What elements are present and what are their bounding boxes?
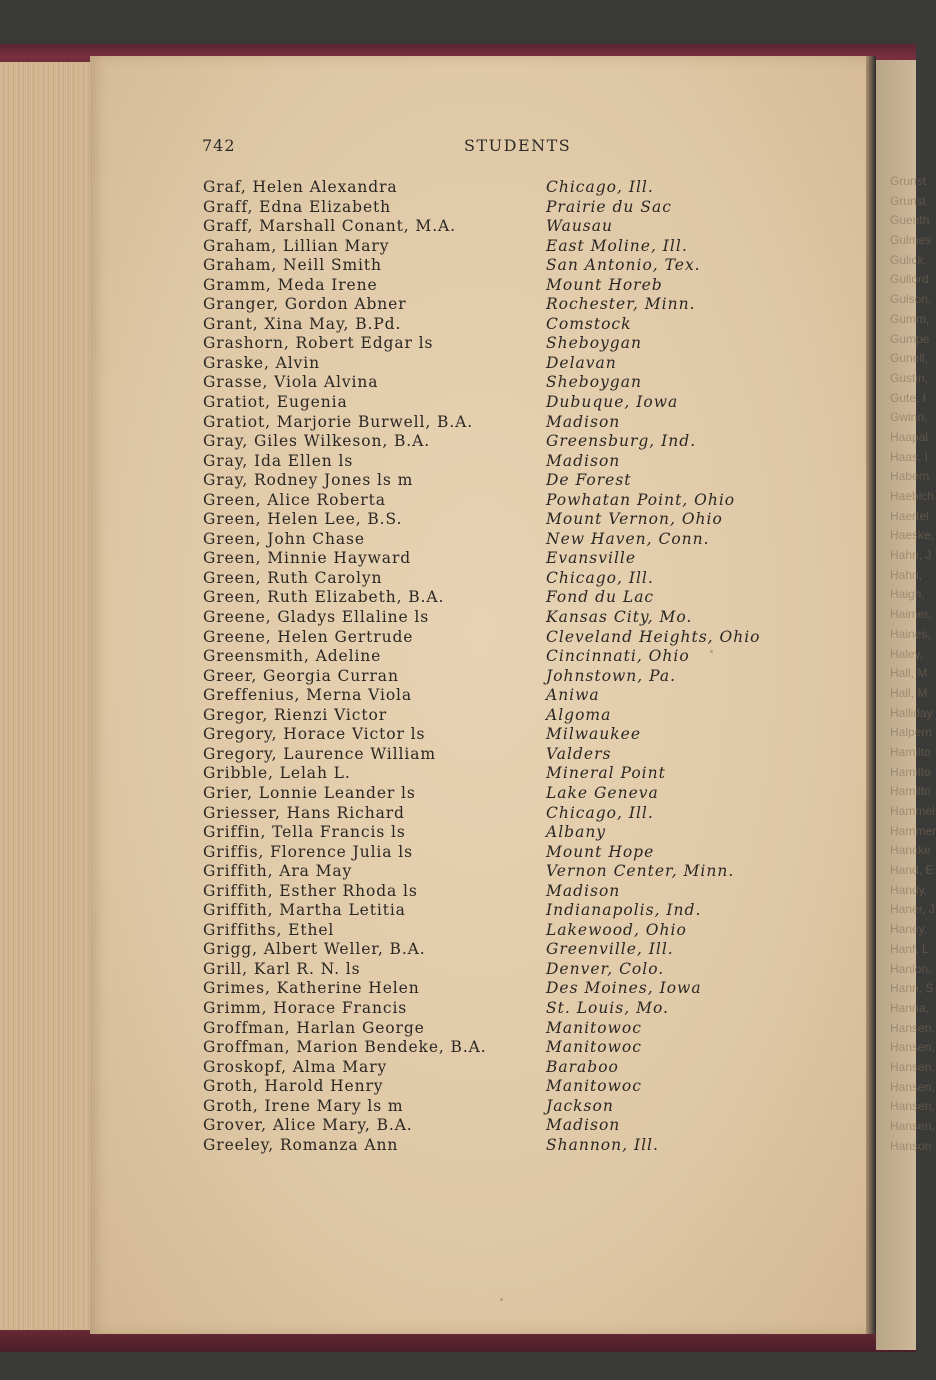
student-hometown: New Haven, Conn.	[546, 529, 710, 548]
student-name: Grant, Xina May, B.Pd.	[203, 314, 402, 333]
student-hometown: Vernon Center, Minn.	[546, 862, 735, 881]
facing-page-fragment: Hand, E	[890, 863, 934, 878]
student-name: Grill, Karl R. N. ls	[203, 959, 361, 978]
list-item	[203, 745, 803, 765]
facing-page-fragment: Hanna,	[890, 1000, 929, 1015]
facing-page-fragment: Hansen,	[890, 1099, 935, 1114]
facing-page-fragment: Hanson	[890, 1138, 932, 1153]
student-hometown: Greenville, Ill.	[546, 940, 674, 959]
student-hometown: Johnstown, Pa.	[546, 666, 677, 685]
list-item	[203, 237, 803, 257]
student-name: Griffith, Ara May	[203, 862, 353, 881]
student-name: Gramm, Meda Irene	[203, 275, 378, 294]
student-hometown: Delavan	[546, 353, 617, 372]
list-item	[203, 862, 803, 882]
student-hometown: Sheboygan	[546, 373, 642, 392]
list-item	[203, 823, 803, 843]
student-hometown: Mount Horeb	[546, 275, 663, 294]
student-name: Granger, Gordon Abner	[203, 295, 407, 314]
facing-page-fragment: Gute, I	[890, 390, 927, 405]
student-hometown: Albany	[546, 823, 607, 842]
facing-page-fragment: Hansen,	[890, 1079, 935, 1094]
facing-page-fragment: Haebich	[890, 489, 935, 503]
list-item	[203, 530, 803, 550]
list-item	[203, 354, 803, 374]
student-name: Gregor, Rienzi Victor	[203, 705, 388, 724]
student-hometown: Greensburg, Ind.	[546, 432, 697, 451]
facing-page-fragment: Hamilto	[890, 764, 931, 779]
list-item	[203, 549, 803, 569]
student-name: Green, Ruth Elizabeth, B.A.	[203, 588, 445, 607]
student-name: Greer, Georgia Curran	[203, 666, 399, 685]
student-hometown: Cincinnati, Ohio	[546, 647, 690, 666]
student-hometown: Kansas City, Mo.	[546, 608, 693, 627]
student-hometown: Lakewood, Ohio	[546, 920, 687, 939]
page-edges	[0, 62, 92, 1350]
list-item	[203, 999, 803, 1019]
facing-page-fragment: Hammel	[890, 804, 935, 818]
student-hometown: Des Moines, Iowa	[546, 979, 702, 998]
student-hometown: Mount Vernon, Ohio	[546, 510, 723, 529]
student-hometown: Indianapolis, Ind.	[546, 901, 702, 920]
facing-page-fragment: Haines,	[890, 626, 931, 641]
page-number: 742	[202, 136, 236, 155]
list-item	[203, 764, 803, 784]
student-name: Griffith, Martha Letitia	[203, 901, 406, 920]
page-gutter	[866, 56, 876, 1334]
student-hometown: Valders	[546, 744, 612, 763]
list-item	[203, 706, 803, 726]
facing-page-fragment: Halpern	[890, 725, 933, 740]
student-name: Green, John Chase	[203, 529, 365, 548]
student-name: Gray, Rodney Jones ls m	[203, 471, 414, 490]
student-hometown: Chicago, Ill.	[546, 178, 654, 196]
list-item	[203, 1136, 803, 1156]
student-hometown: Manitowoc	[546, 1018, 642, 1037]
list-item	[203, 1097, 803, 1117]
student-hometown: Manitowoc	[546, 1077, 642, 1096]
list-item	[203, 686, 803, 706]
list-item	[203, 471, 803, 491]
student-hometown: Sheboygan	[546, 334, 642, 353]
student-name: Groskopf, Alma Mary	[203, 1057, 388, 1076]
student-name: Griffiths, Ethel	[203, 920, 335, 939]
student-name: Grimm, Horace Francis	[203, 998, 408, 1017]
student-hometown: Rochester, Minn.	[546, 295, 696, 314]
facing-page-fragment: Gustin,	[890, 370, 929, 385]
list-item	[203, 608, 803, 628]
list-item	[203, 784, 803, 804]
facing-page-fragment: Gwinn,	[890, 410, 928, 425]
list-item	[203, 198, 803, 218]
student-name: Griffin, Tella Francis ls	[203, 823, 406, 842]
student-name: Graham, Neill Smith	[203, 256, 382, 275]
student-hometown: Dubuque, Iowa	[546, 393, 679, 412]
student-name: Greffenius, Merna Viola	[203, 686, 413, 705]
facing-page-fragment: Gumpe	[890, 331, 930, 346]
list-item	[203, 960, 803, 980]
student-name: Grigg, Albert Weller, B.A.	[203, 940, 426, 959]
student-name: Groffman, Harlan George	[203, 1018, 425, 1037]
list-item	[203, 725, 803, 745]
list-item	[203, 256, 803, 276]
student-hometown: Powhatan Point, Ohio	[546, 490, 736, 509]
list-item	[203, 569, 803, 589]
facing-page-fragment: Hahn,	[890, 567, 923, 582]
running-head: STUDENTS	[464, 136, 572, 155]
student-name: Green, Alice Roberta	[203, 490, 386, 509]
student-name: Grimes, Katherine Helen	[203, 979, 420, 998]
list-item	[203, 295, 803, 315]
facing-page-fragment: Hamilto	[890, 784, 931, 799]
list-item	[203, 1019, 803, 1039]
facing-page-edge	[876, 60, 936, 1350]
student-hometown: Madison	[546, 881, 621, 900]
list-item	[203, 510, 803, 530]
facing-page-fragment: Grunst	[890, 193, 927, 208]
facing-page-fragment: Hansen,	[890, 1020, 935, 1035]
facing-page-fragment: Gulmes	[890, 233, 932, 248]
facing-page-fragment: Haertel	[890, 508, 929, 523]
student-name: Green, Ruth Carolyn	[203, 568, 383, 587]
list-item	[203, 334, 803, 354]
facing-page-fragment: Haigh,	[890, 587, 925, 602]
facing-page-fragment: Haapal	[890, 429, 929, 444]
student-name: Grier, Lonnie Leander ls	[203, 783, 416, 802]
student-name: Grashorn, Robert Edgar ls	[203, 334, 434, 353]
student-hometown: St. Louis, Mo.	[546, 998, 669, 1017]
student-hometown: Madison	[546, 412, 621, 431]
list-item	[203, 843, 803, 863]
student-hometown: Denver, Colo.	[546, 959, 665, 978]
student-name: Greene, Gladys Ellaline ls	[203, 608, 430, 627]
student-name: Green, Helen Lee, B.S.	[203, 510, 403, 529]
page-header	[202, 136, 570, 156]
student-hometown: Algoma	[546, 705, 612, 724]
list-item	[203, 452, 803, 472]
facing-page-fragment: Hansen,	[890, 1119, 935, 1133]
facing-page-fragment: Grunst	[890, 174, 927, 188]
list-item	[203, 413, 803, 433]
facing-page-fragment: Haney,	[890, 922, 928, 937]
student-hometown: Comstock	[546, 314, 632, 333]
list-item	[203, 667, 803, 687]
student-name: Gray, Giles Wilkeson, B.A.	[203, 432, 431, 451]
facing-page-fragment: Handy,	[890, 882, 928, 897]
list-item	[203, 315, 803, 335]
student-hometown: East Moline, Ill.	[546, 236, 688, 255]
student-hometown: Evansville	[546, 549, 637, 568]
student-hometown: Cleveland Heights, Ohio	[546, 627, 761, 646]
facing-page-fragment: Hancke	[890, 843, 931, 858]
list-item	[203, 373, 803, 393]
student-hometown: Madison	[546, 451, 621, 470]
paper-speck	[500, 1298, 503, 1301]
facing-page-fragment: Gunell,	[890, 351, 929, 366]
student-hometown: De Forest	[546, 471, 632, 490]
facing-page-fragment: Hall, M	[890, 685, 928, 700]
student-hometown: Mount Hope	[546, 842, 655, 861]
student-hometown: Fond du Lac	[546, 588, 655, 607]
student-hometown: Mineral Point	[546, 764, 666, 783]
student-name: Gray, Ida Ellen ls	[203, 451, 354, 470]
list-item	[203, 1077, 803, 1097]
list-item	[203, 432, 803, 452]
facing-page-fragment: Hanf, L	[890, 941, 929, 956]
student-hometown: Aniwa	[546, 686, 600, 705]
facing-page-text	[890, 172, 936, 1156]
student-name: Graff, Marshall Conant, M.A.	[203, 217, 456, 236]
facing-page-fragment: Hann, S	[890, 981, 934, 996]
list-item	[203, 882, 803, 902]
list-item	[203, 921, 803, 941]
list-item	[203, 940, 803, 960]
facing-page-fragment: Gulick,	[890, 252, 927, 267]
facing-page-fragment: Hahn, J	[890, 548, 932, 563]
student-name: Greeley, Romanza Ann	[203, 1135, 399, 1154]
facing-page-fragment: Hansen,	[890, 1040, 935, 1055]
facing-page-fragment: Halliday	[890, 705, 933, 720]
student-name: Gratiot, Eugenia	[203, 393, 348, 412]
facing-page-fragment: Gumm,	[890, 311, 930, 326]
list-item	[203, 178, 803, 198]
list-item	[203, 1038, 803, 1058]
student-hometown: Shannon, Ill.	[546, 1135, 659, 1154]
student-hometown: Chicago, Ill.	[546, 803, 654, 822]
list-item	[203, 647, 803, 667]
facing-page-fragment: Guenth	[890, 213, 930, 228]
student-hometown: Milwaukee	[546, 725, 642, 744]
student-name: Groffman, Marion Bendeke, B.A.	[203, 1038, 487, 1057]
facing-page-fragment: Habern	[890, 469, 930, 484]
facing-page-fragment: Haas, I	[890, 449, 929, 464]
facing-page-fragment: Hanlon,	[890, 961, 932, 976]
student-name: Graske, Alvin	[203, 353, 320, 372]
student-name: Greensmith, Adeline	[203, 647, 382, 666]
student-name: Groth, Harold Henry	[203, 1077, 384, 1096]
student-hometown: Madison	[546, 1116, 621, 1135]
student-hometown: Chicago, Ill.	[546, 568, 654, 587]
student-hometown: Manitowoc	[546, 1038, 642, 1057]
list-item	[203, 901, 803, 921]
facing-page-fragment: Gulson,	[890, 292, 932, 307]
list-item	[203, 491, 803, 511]
list-item	[203, 276, 803, 296]
student-name: Gregory, Laurence William	[203, 744, 436, 763]
list-item	[203, 393, 803, 413]
student-name: Greene, Helen Gertrude	[203, 627, 414, 646]
student-name: Gregory, Horace Victor ls	[203, 725, 426, 744]
student-name: Grasse, Viola Alvina	[203, 373, 379, 392]
student-hometown: Prairie du Sac	[546, 197, 672, 216]
list-item	[203, 1058, 803, 1078]
student-hometown: Jackson	[546, 1096, 614, 1115]
student-name: Green, Minnie Hayward	[203, 549, 412, 568]
student-name: Grover, Alice Mary, B.A.	[203, 1116, 413, 1135]
student-name: Griffis, Florence Julia ls	[203, 842, 413, 861]
student-name: Gribble, Lelah L.	[203, 764, 351, 783]
facing-page-fragment: Hansen,	[890, 1059, 935, 1074]
facing-page-fragment: Haimer,	[890, 607, 932, 622]
facing-page-fragment: Gullord	[890, 272, 929, 287]
list-item	[203, 804, 803, 824]
facing-page-fragment: Hall, M	[890, 666, 928, 681]
student-hometown: Lake Geneva	[546, 783, 659, 802]
list-item	[203, 1116, 803, 1136]
student-name: Graff, Edna Elizabeth	[203, 197, 392, 216]
facing-page-fragment: Haner, J	[890, 902, 935, 917]
student-name: Griesser, Hans Richard	[203, 803, 405, 822]
list-item	[203, 979, 803, 999]
student-name: Graham, Lillian Mary	[203, 236, 390, 255]
facing-page-fragment: Hamilto	[890, 744, 931, 759]
student-name: Griffith, Esther Rhoda ls	[203, 881, 418, 900]
facing-page-fragment: Haley,	[890, 646, 924, 661]
student-name: Groth, Irene Mary ls m	[203, 1096, 404, 1115]
list-item	[203, 628, 803, 648]
list-item	[203, 217, 803, 237]
student-hometown: Wausau	[546, 217, 613, 236]
student-hometown: San Antonio, Tex.	[546, 256, 701, 275]
facing-page-fragment: Hammer	[890, 823, 936, 838]
list-item	[203, 588, 803, 608]
student-hometown: Baraboo	[546, 1057, 619, 1076]
student-list	[203, 178, 803, 1155]
facing-page-fragment: Haeske,	[890, 528, 935, 543]
student-name: Gratiot, Marjorie Burwell, B.A.	[203, 412, 474, 431]
student-name: Graf, Helen Alexandra	[203, 178, 398, 196]
